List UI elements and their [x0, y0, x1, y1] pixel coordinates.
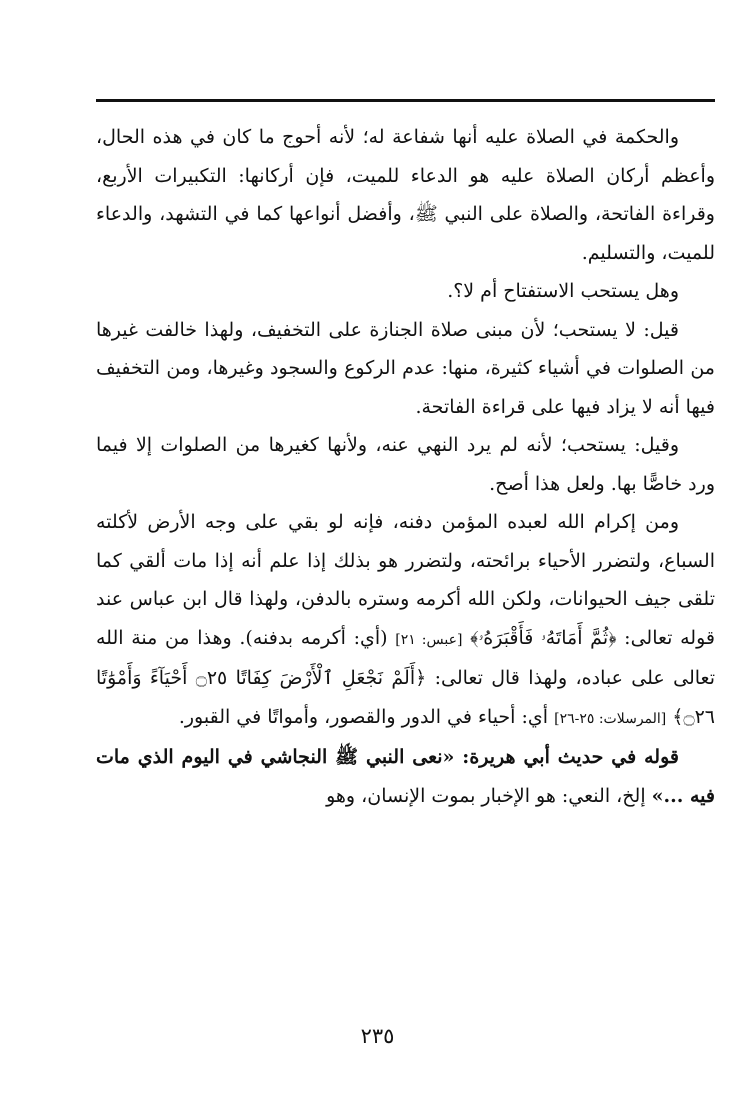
hadith-heading: قوله في حديث أبي هريرة: «نعى النبي ﷺ النجاشي في اليوم الذي مات فيه ...»: [96, 746, 715, 807]
burial-text-part-c: أي: أحياء في الدور والقصور، وأمواتًا في القبور.: [178, 705, 555, 728]
burial-text-part-b: (أي: أكرمه بدفنه). وهذا من منة الله تعالى على عباده، ولهذا قال تعالى: ﴿أَلَمْ نَجْعَلِ ٱلْأَرْضَ كِفَاتًا ۝٢٥ أَحْيَآءً وَأَمْوَٰتًا ۝٢٦﴾: [96, 626, 715, 728]
paragraph-second-opinion: وقيل: يستحب؛ لأنه لم يرد النهي عنه، ولأنها كغيرها من الصلوات إلا فيما ورد خاصًّا بها. ولعل هذا أصح.: [96, 434, 715, 495]
burial-text-part-a: ومن إكرام الله لعبده المؤمن دفنه، فإنه لو بقي على وجه الأرض لأكلته السباع، ولتضرر الأحياء برائحته، ولتضرر هو بذلك إذا علم أنه إذا مات ألقي كما تلقى جيف الحيوانات، ولكن الله أكرمه وستره بالدفن، ولهذا قال ابن عباس عند قوله تعالى: ﴿ثُمَّ أَمَاتَهُۥ فَأَقْبَرَهُۥ﴾: [96, 511, 715, 649]
main-text: [96, 118, 715, 815]
paragraph-istiftah-question: وهل يستحب الاستفتاح أم لا؟.: [447, 280, 679, 302]
quran-reference-mursalat: [المرسلات: ٢٥-٢٦]: [554, 710, 667, 727]
page-number: ٢٣٥: [360, 1024, 395, 1048]
paragraph-burial-honor: [96, 503, 715, 738]
paragraph-funeral-prayer-wisdom: والحكمة في الصلاة عليه أنها شفاعة له؛ لأنه أحوج ما كان في هذه الحال، وأعظم أركان الصلاة عليه هو الدعاء للميت، فإن أركانها: التكبيرات الأربع، وقراءة الفاتحة، والصلاة على النبي ﷺ، وأفضل أنواعها كما في التشهد، والدعاء للميت، والتسليم.: [96, 126, 715, 264]
header-rule: [96, 99, 715, 102]
quran-reference-abasa: [عبس: ٢١]: [395, 631, 463, 648]
paragraph-hadith-commentary: [96, 738, 715, 815]
paragraph-first-opinion: قيل: لا يستحب؛ لأن مبنى صلاة الجنازة على التخفيف، ولهذا خالفت غيرها من الصلوات في أشياء كثيرة، منها: عدم الركوع والسجود وغيرها، ومن التخفيف فيها أنه لا يزاد فيها على قراءة الفاتحة.: [96, 318, 715, 418]
hadith-commentary-text: إلخ، النعي: هو الإخبار بموت الإنسان، وهو: [326, 784, 652, 807]
